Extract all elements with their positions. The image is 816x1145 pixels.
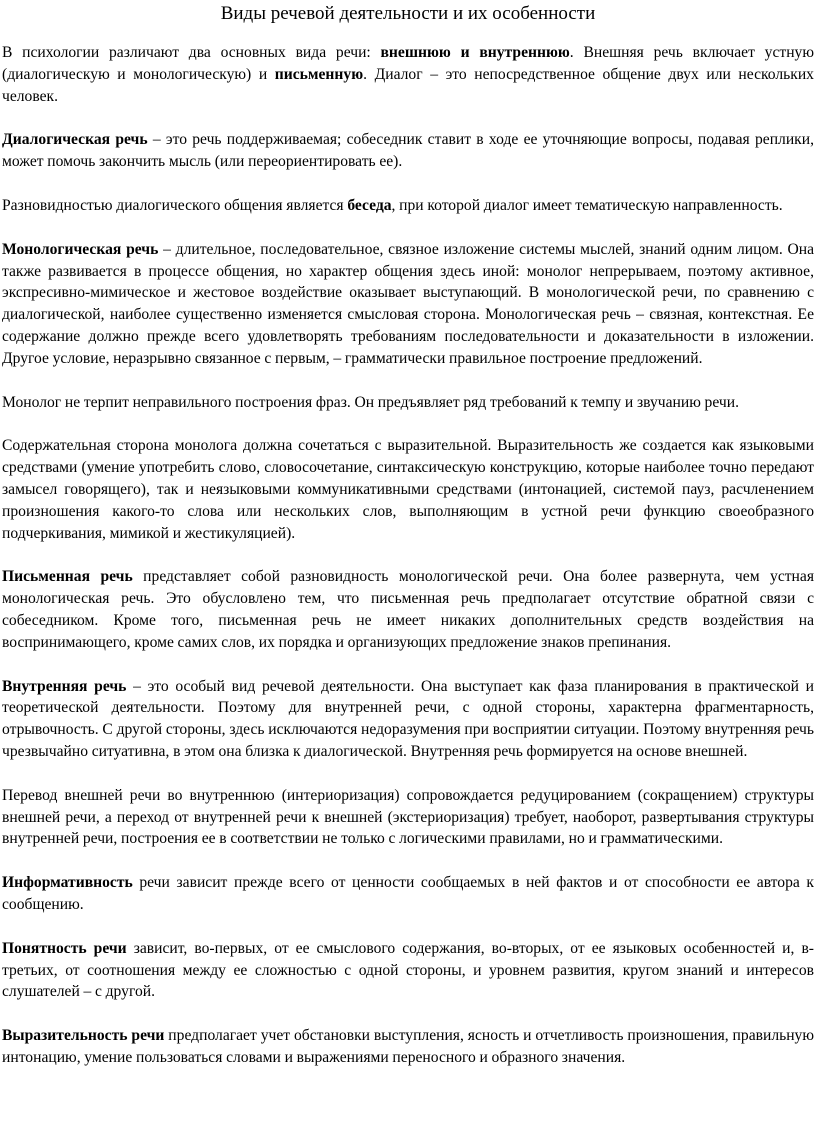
text-segment: представляет собой разновидность монологической речи. Она более развернута, чем устная монологическая речь. Это обусловлено тем, что письменная речь предполагает отсутствие обратной связи с собеседником. Кроме того, письменная речь не имеет никаких дополнительных средств воздействия на воспринимающего, кроме самих слов, их порядка и организующих предложение знаков препинания.	[2, 568, 814, 651]
text-segment: Разновидностью диалогического общения является	[2, 196, 348, 214]
text-segment: Содержательная сторона монолога должна сочетаться с выразительной. Выразительность же создается как языковыми средствами (умение употребить слово, словосочетание, синтаксическую конструкцию, которые наиболее точно передают замысел говорящего), так и неязыковыми коммуникативными средствами (интонацией, системой пауз, расчленением произношения какого-то слова или нескольких слов, выполняющим в устной речи функцию своеобразного подчеркивания, мимикой и жестикуляцией).	[2, 437, 814, 542]
text-segment: . Диалог – это непосредственное общение двух или нескольких человек.	[2, 65, 814, 105]
paragraph-interiorization	[2, 785, 814, 850]
term-internal-speech: Внутренняя речь	[2, 677, 127, 695]
term-informativeness: Информативность	[2, 874, 133, 892]
paragraph-conversation	[2, 195, 814, 217]
text-segment: Перевод внешней речи во внутреннюю (интериоризация) сопровождается редуцированием (сокращением) структуры внешней речи, а переход от внутренней речи к внешней (экстериоризация) требует, наоборот, развертывания структуры внутренней речи, построения ее в соответствии не только с логическими правилами, но и грамматическими.	[2, 786, 814, 848]
text-segment: предполагает учет обстановки выступления, ясность и отчетливость произношения, правильную интонацию, умение пользоваться словами и выражениями переносного и образного значения.	[2, 1027, 815, 1066]
term-monologic-speech: Монологическая речь	[2, 240, 159, 258]
term-expressiveness: Выразительность речи	[2, 1027, 165, 1045]
term-external-internal: внешнюю и внутреннюю	[380, 44, 570, 61]
term-written-speech: Письменная речь	[2, 568, 133, 586]
text-segment: . Внешняя речь включает устную (диалогическую и монологическую) и	[2, 44, 815, 83]
term-written: письменную	[274, 65, 364, 83]
text-segment: В психологии различают два основных вида речи:	[2, 44, 381, 61]
paragraph-dialogic-speech	[2, 129, 814, 173]
text-segment: – это речь поддерживаемая; собеседник ставит в ходе ее уточняющие вопросы, подавая реплики, может помочь закончить мысль (или переориентировать ее).	[2, 131, 814, 171]
term-dialogic-speech: Диалогическая речь	[2, 131, 148, 149]
paragraph-clarity	[2, 938, 814, 1003]
text-segment: – это особый вид речевой деятельности. Она выступает как фаза планирования в практической и теоретической деятельности. Поэтому для внутренней речи, с одной стороны, характерна фрагментарность, отрывочность. С другой стороны, здесь исключаются недоразумения при восприятии ситуации. Поэтому внутренняя речь чрезвычайно ситуативна, в этом она близка к диалогической. Внутренняя речь формируется на основе внешней.	[2, 677, 814, 760]
paragraph-internal-speech	[2, 676, 814, 763]
paragraph-informativeness	[2, 872, 814, 916]
paragraph-monologue-requirements	[2, 392, 814, 414]
page-title: Виды речевой деятельности и их особенности	[220, 3, 596, 24]
paragraph-monologic-speech	[2, 239, 814, 370]
paragraph-expressiveness-means	[2, 435, 814, 544]
text-segment: , при которой диалог имеет тематическую направленность.	[391, 196, 783, 214]
paragraph-speech-types	[2, 42, 814, 107]
text-segment: зависит, во-первых, от ее смыслового содержания, во-вторых, от ее языковых особенностей и, в-третьих, от соотношения между ее сложностью с одной стороны, и уровнем развития, кругом знаний и интересов слушателей – с другой.	[2, 939, 814, 1001]
term-clarity: Понятность речи	[2, 939, 127, 957]
paragraph-expressiveness	[2, 1025, 814, 1069]
paragraph-written-speech	[2, 566, 814, 653]
term-conversation: беседа	[347, 196, 392, 214]
text-segment: – длительное, последовательное, связное изложение системы мыслей, знаний одним лицом. Она также развивается в процессе общения, но характер общения здесь иной: монолог непрерываем, поэтому активное, экспресивно-мимическое и жестовое воздействие оказывает выступающий. В монологической речи, по сравнению с диалогической, наиболее существенно изменяется смысловая сторона. Монологическая речь – связная, контекстная. Ее содержание должно прежде всего удовлетворять требованиям последовательности и доказательности в изложении. Другое условие, неразрывно связанное с первым, – грамматически правильное построение предложений.	[2, 240, 815, 367]
text-segment: речи зависит прежде всего от ценности сообщаемых в ней фактов и от способности ее автора к сообщению.	[2, 874, 814, 913]
text-segment: Монолог не терпит неправильного построения фраз. Он предъявляет ряд требований к темпу и звучанию речи.	[2, 393, 739, 411]
